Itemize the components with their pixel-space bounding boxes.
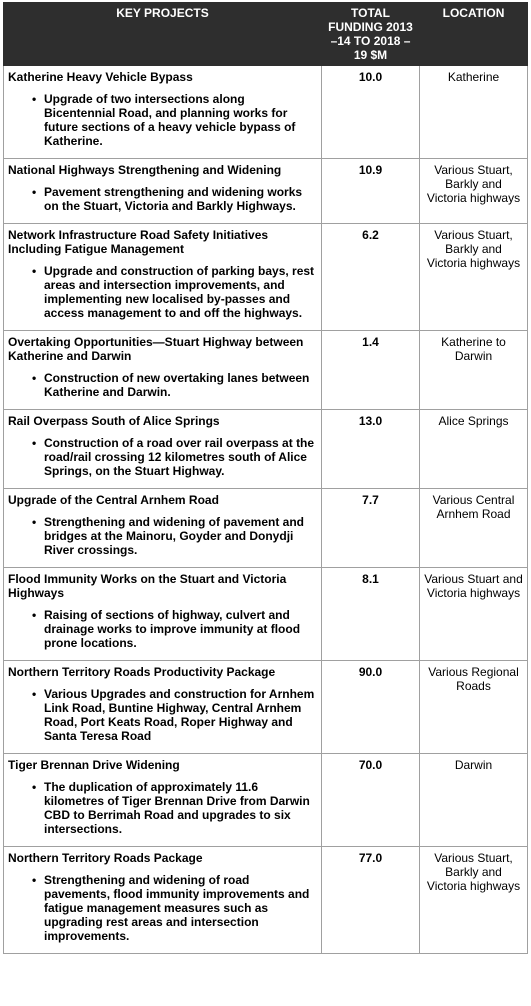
location-cell: Darwin bbox=[420, 754, 528, 847]
table-row bbox=[4, 568, 528, 661]
project-description bbox=[32, 264, 317, 320]
project-description-text: Raising of sections of highway, culvert and drainage works to improve immunity at flood prone locations. bbox=[44, 608, 301, 650]
bullet-icon: • bbox=[32, 515, 37, 529]
project-cell bbox=[4, 410, 322, 489]
project-cell bbox=[4, 847, 322, 954]
project-title: National Highways Strengthening and Widening bbox=[8, 163, 282, 177]
project-cell bbox=[4, 661, 322, 754]
location-cell: Katherine to Darwin bbox=[420, 331, 528, 410]
project-description-text: Pavement strengthening and widening works on the Stuart, Victoria and Barkly Highways. bbox=[44, 185, 303, 213]
funding-cell: 7.7 bbox=[322, 489, 420, 568]
project-description-text: Upgrade and construction of parking bays, rest areas and intersection improvements, and implementing new localised by-passes and access management to and off the highways. bbox=[44, 264, 315, 320]
funding-cell: 1.4 bbox=[322, 331, 420, 410]
project-description-list bbox=[8, 780, 317, 836]
project-cell bbox=[4, 489, 322, 568]
project-cell bbox=[4, 66, 322, 159]
project-title: Upgrade of the Central Arnhem Road bbox=[8, 493, 219, 507]
project-title: Northern Territory Roads Productivity Package bbox=[8, 665, 276, 679]
funding-cell: 6.2 bbox=[322, 224, 420, 331]
project-cell bbox=[4, 754, 322, 847]
table-row bbox=[4, 410, 528, 489]
project-description-text: Construction of a road over rail overpass at the road/rail crossing 12 kilometres south of Alice Springs, on the Stuart Highway. bbox=[44, 436, 315, 478]
project-description bbox=[32, 687, 317, 743]
project-description-list bbox=[8, 436, 317, 478]
funding-cell: 90.0 bbox=[322, 661, 420, 754]
bullet-icon: • bbox=[32, 92, 37, 106]
table-row bbox=[4, 159, 528, 224]
location-cell: Various Stuart and Victoria highways bbox=[420, 568, 528, 661]
project-description-list bbox=[8, 608, 317, 650]
project-description-text: Strengthening and widening of road pavements, flood immunity improvements and fatigue management measures such as upgrading rest areas and intersection improvements. bbox=[44, 873, 310, 943]
project-cell bbox=[4, 224, 322, 331]
project-description-list bbox=[8, 185, 317, 213]
location-cell: Katherine bbox=[420, 66, 528, 159]
table-row bbox=[4, 224, 528, 331]
project-cell bbox=[4, 331, 322, 410]
funding-cell: 10.0 bbox=[322, 66, 420, 159]
project-title: Rail Overpass South of Alice Springs bbox=[8, 414, 220, 428]
table-row bbox=[4, 661, 528, 754]
project-description-list bbox=[8, 687, 317, 743]
location-cell: Various Stuart, Barkly and Victoria highways bbox=[420, 159, 528, 224]
project-title: Katherine Heavy Vehicle Bypass bbox=[8, 70, 193, 84]
bullet-icon: • bbox=[32, 608, 37, 622]
project-description bbox=[32, 185, 317, 213]
project-description-text: The duplication of approximately 11.6 kilometres of Tiger Brennan Drive from Darwin CBD to Berrimah Road and upgrades to six intersections. bbox=[44, 780, 310, 836]
funding-cell: 77.0 bbox=[322, 847, 420, 954]
location-cell: Various Stuart, Barkly and Victoria highways bbox=[420, 224, 528, 331]
funding-cell: 13.0 bbox=[322, 410, 420, 489]
project-description bbox=[32, 873, 317, 943]
header-location: LOCATION bbox=[420, 3, 528, 66]
project-description bbox=[32, 608, 317, 650]
project-description bbox=[32, 371, 317, 399]
table-body bbox=[4, 66, 528, 954]
project-cell bbox=[4, 159, 322, 224]
table-row bbox=[4, 489, 528, 568]
bullet-icon: • bbox=[32, 780, 37, 794]
project-title: Network Infrastructure Road Safety Initiatives Including Fatigue Management bbox=[8, 228, 269, 256]
header-key-projects: KEY PROJECTS bbox=[4, 3, 322, 66]
key-projects-table bbox=[3, 2, 528, 954]
bullet-icon: • bbox=[32, 873, 37, 887]
funding-cell: 10.9 bbox=[322, 159, 420, 224]
project-description-text: Various Upgrades and construction for Arnhem Link Road, Buntine Highway, Central Arnhem Road, Port Keats Road, Roper Highway and Santa Teresa Road bbox=[44, 687, 315, 743]
location-cell: Various Regional Roads bbox=[420, 661, 528, 754]
bullet-icon: • bbox=[32, 185, 37, 199]
project-description-list bbox=[8, 515, 317, 557]
table-row bbox=[4, 847, 528, 954]
table-row bbox=[4, 331, 528, 410]
project-description bbox=[32, 515, 317, 557]
funding-cell: 8.1 bbox=[322, 568, 420, 661]
table-row bbox=[4, 66, 528, 159]
bullet-icon: • bbox=[32, 687, 37, 701]
table-row bbox=[4, 754, 528, 847]
project-description-list bbox=[8, 92, 317, 148]
project-title: Flood Immunity Works on the Stuart and Victoria Highways bbox=[8, 572, 287, 600]
bullet-icon: • bbox=[32, 371, 37, 385]
table-header-row bbox=[4, 3, 528, 66]
project-description-text: Construction of new overtaking lanes between Katherine and Darwin. bbox=[44, 371, 310, 399]
project-description-text: Strengthening and widening of pavement and bridges at the Mainoru, Goyder and Donydji River crossings. bbox=[44, 515, 305, 557]
project-description bbox=[32, 92, 317, 148]
project-cell bbox=[4, 568, 322, 661]
header-total-funding: TOTAL FUNDING 2013 –14 TO 2018 –19 $M bbox=[322, 3, 420, 66]
project-title: Overtaking Opportunities—Stuart Highway between Katherine and Darwin bbox=[8, 335, 304, 363]
location-cell: Various Stuart, Barkly and Victoria highways bbox=[420, 847, 528, 954]
project-description bbox=[32, 436, 317, 478]
project-description bbox=[32, 780, 317, 836]
funding-cell: 70.0 bbox=[322, 754, 420, 847]
location-cell: Various Central Arnhem Road bbox=[420, 489, 528, 568]
location-cell: Alice Springs bbox=[420, 410, 528, 489]
project-description-text: Upgrade of two intersections along Bicentennial Road, and planning works for future sections of a heavy vehicle bypass of Katherine. bbox=[44, 92, 296, 148]
project-description-list bbox=[8, 371, 317, 399]
project-description-list bbox=[8, 264, 317, 320]
bullet-icon: • bbox=[32, 436, 37, 450]
project-title: Tiger Brennan Drive Widening bbox=[8, 758, 180, 772]
bullet-icon: • bbox=[32, 264, 37, 278]
project-title: Northern Territory Roads Package bbox=[8, 851, 203, 865]
project-description-list bbox=[8, 873, 317, 943]
